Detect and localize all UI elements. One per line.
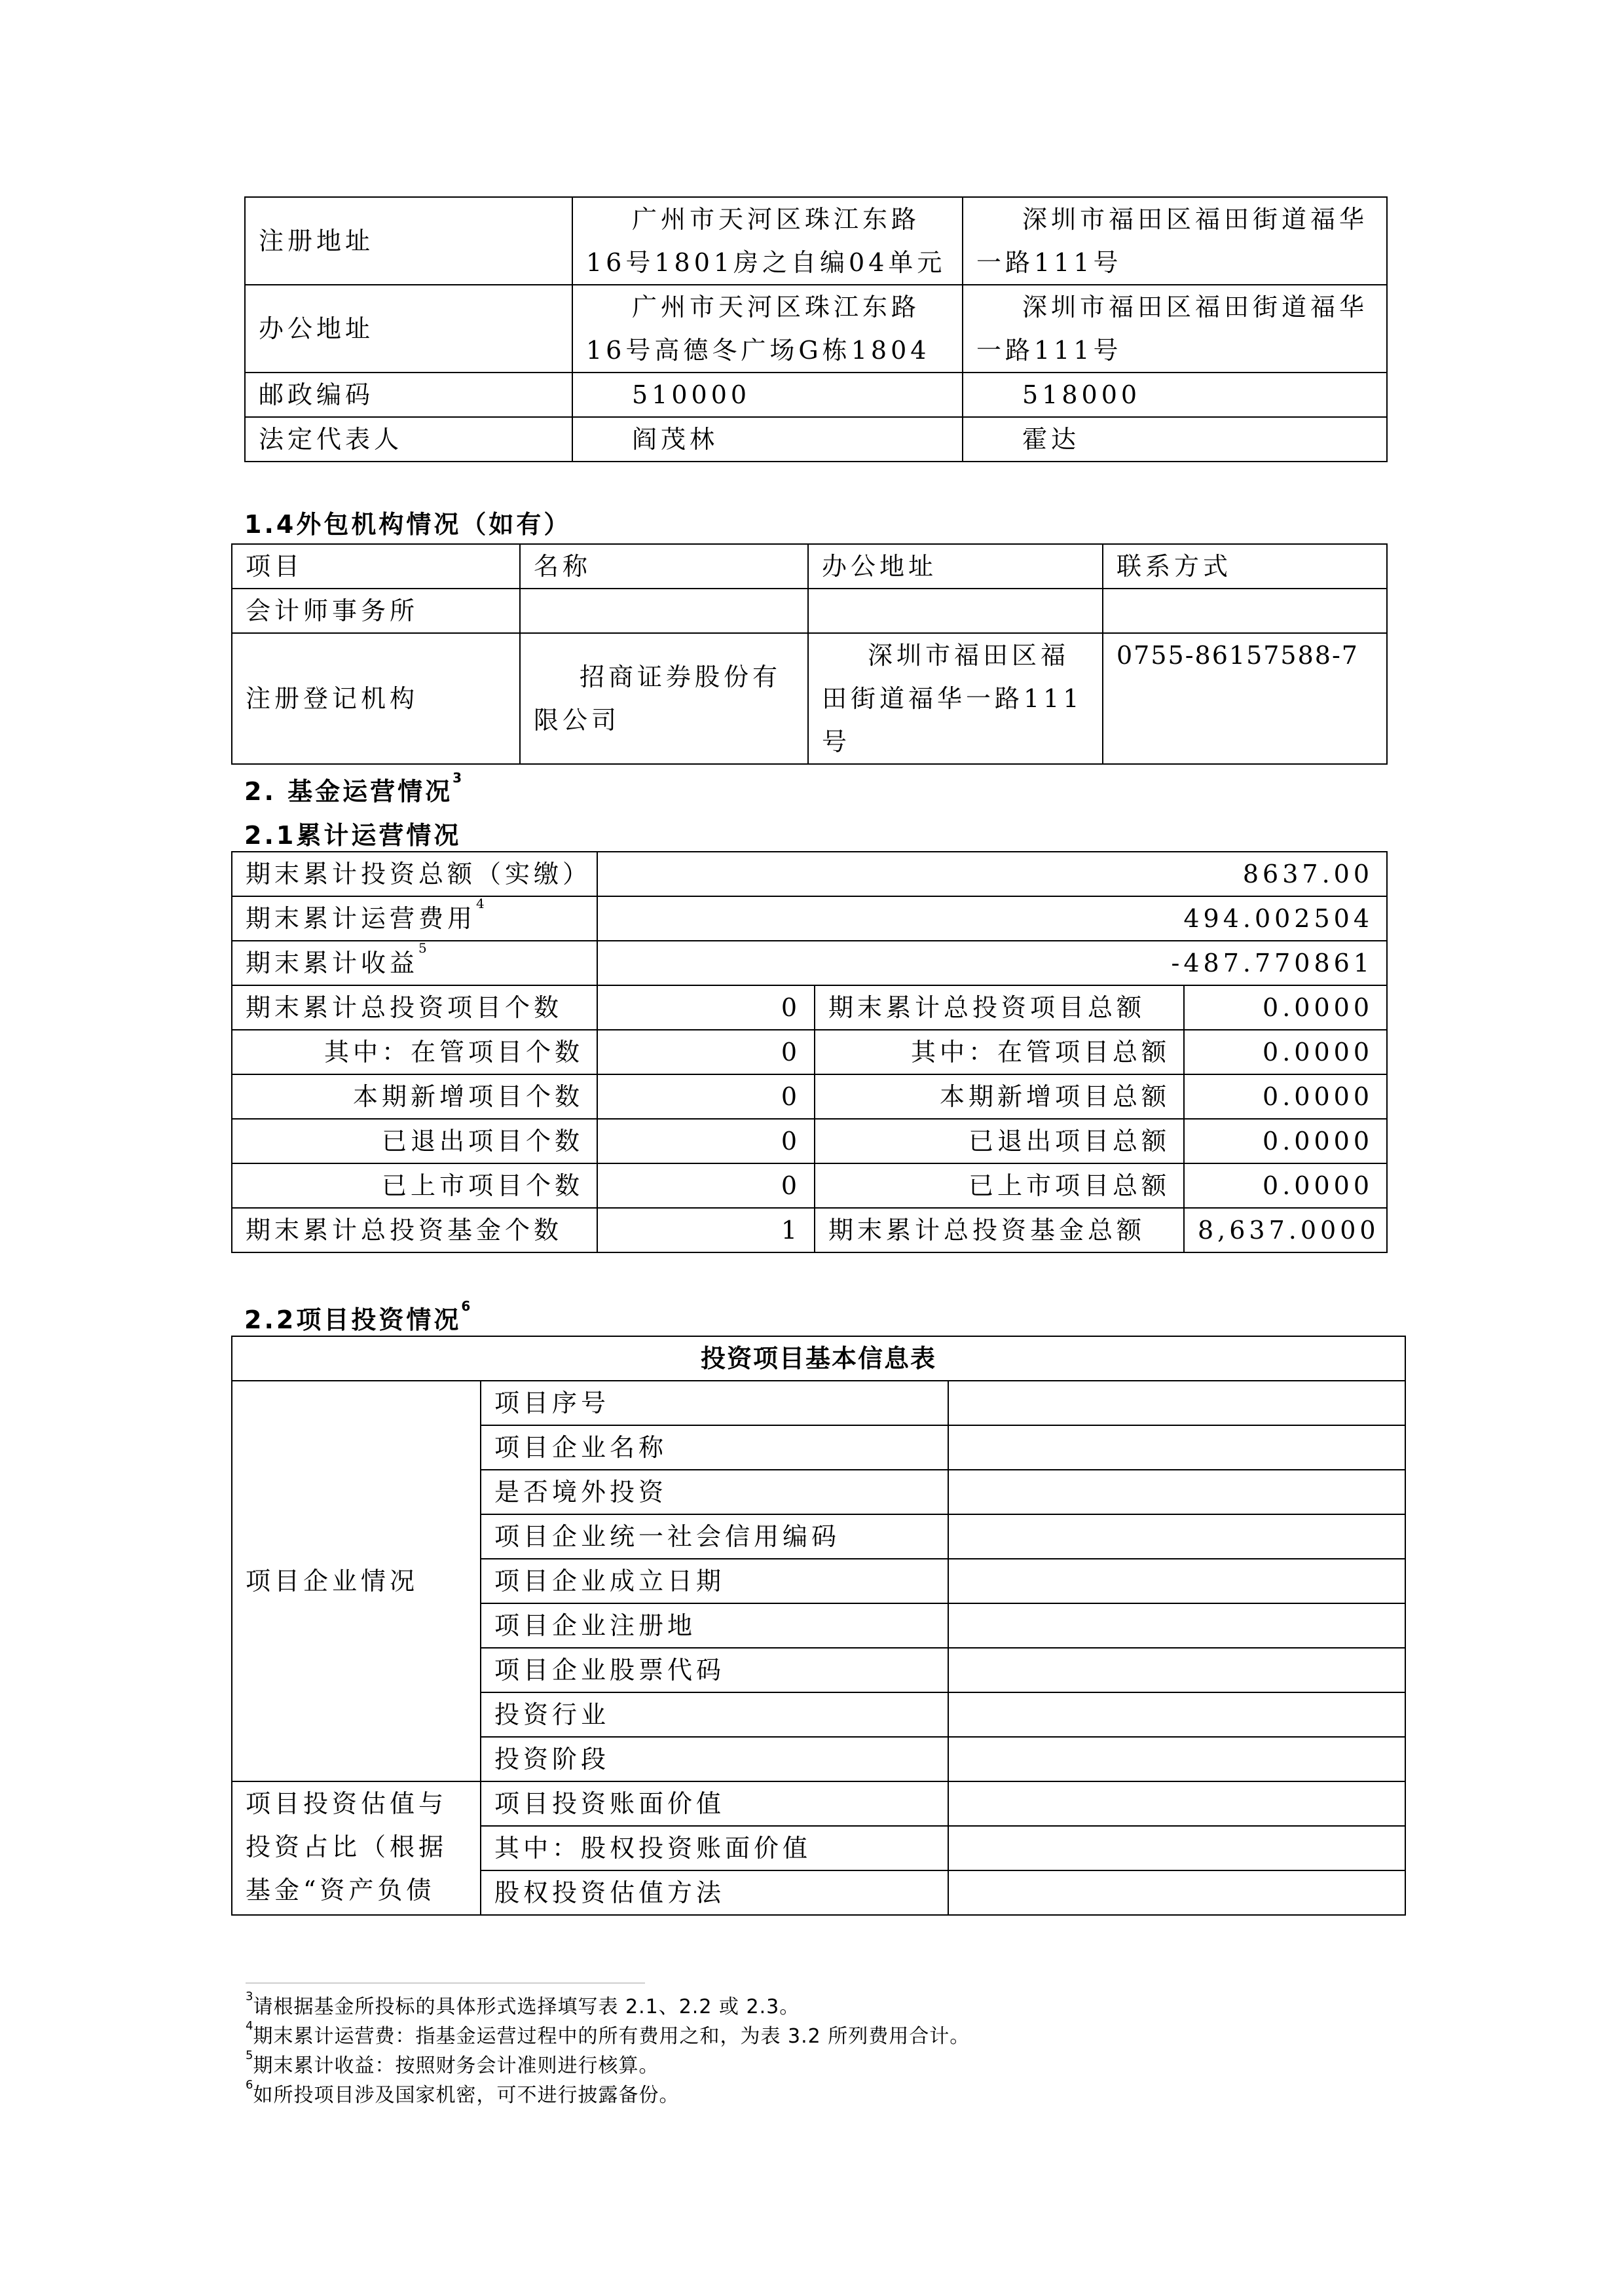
column-header: 联系方式 [1103,544,1387,589]
table-header-row [232,544,1387,589]
cumulative-operation-table [231,851,1388,1253]
section-heading-1-4: 1.4外包机构情况（如有） [244,510,572,539]
table-row [245,285,1387,373]
row-label: 其中：在管项目总额 [815,1030,1184,1074]
row-label: 已退出项目总额 [815,1119,1184,1163]
table-row [232,1074,1387,1119]
table-row [232,633,1387,764]
row-label: 本期新增项目总额 [815,1074,1184,1119]
group-label: 项目企业情况 [232,1381,481,1781]
row-label-text: 期末累计收益 [246,949,419,977]
cell-value: 深圳市福田区福田街道福华一路111号 [963,285,1387,373]
section-heading-2-2-text: 2.2项目投资情况 [244,1305,462,1334]
item-value [948,1559,1405,1603]
table-cell [520,589,808,633]
table-title: 投资项目基本信息表 [232,1336,1405,1381]
cell-value: 518000 [963,373,1387,417]
column-header: 项目 [232,544,520,589]
cell-value: 8637.00 [597,852,1387,896]
table-row [232,1381,1405,1425]
footnote-number: 3 [246,1990,253,2003]
cell-value: 阎茂林 [572,417,963,462]
cell-value: 0.0000 [1184,985,1387,1030]
table-row [232,1781,1405,1826]
cell-value: 0.0000 [1184,1119,1387,1163]
table-cell: 0755-86157588-7 [1103,633,1387,764]
footnote [246,1990,800,2019]
cell-value: 广州市天河区珠江东路16号高德冬广场G栋1804 [572,285,963,373]
item-label: 投资行业 [481,1692,948,1737]
footnote-text: 期末累计收益：按照财务会计准则进行核算。 [253,2054,659,2077]
table-row [232,896,1387,941]
item-value [948,1826,1405,1870]
table-cell [1103,589,1387,633]
item-value [948,1425,1405,1470]
table-row [232,1119,1387,1163]
item-value [948,1737,1405,1781]
table-cell [808,589,1103,633]
item-label: 其中：股权投资账面价值 [481,1826,948,1870]
row-label: 邮政编码 [245,373,572,417]
project-info-table [231,1336,1406,1916]
column-header: 名称 [520,544,808,589]
section-heading-2 [244,771,462,807]
item-value [948,1692,1405,1737]
footnote-number: 4 [246,2019,253,2033]
table-row [232,1208,1387,1252]
footnote-ref: 6 [461,1298,471,1314]
group-label: 项目投资估值与投资占比（根据基金“资产负债 [232,1781,481,1915]
cell-value: 0 [597,985,815,1030]
row-label: 已退出项目个数 [232,1119,597,1163]
item-label: 项目企业股票代码 [481,1648,948,1692]
section-heading-2-1: 2.1累计运营情况 [244,821,462,850]
item-value [948,1470,1405,1514]
row-label [232,896,597,941]
footnote-text: 请根据基金所投标的具体形式选择填写表 2.1、2.2 或 2.3。 [253,1995,800,2018]
item-label: 项目企业统一社会信用编码 [481,1514,948,1559]
footnote-text: 期末累计运营费：指基金运营过程中的所有费用之和，为表 3.2 所列费用合计。 [253,2025,970,2048]
cell-value: 广州市天河区珠江东路16号1801房之自编04单元 [572,197,963,285]
footnote-ref: 3 [452,770,462,786]
footnote-divider [246,1982,645,1984]
row-label: 办公地址 [245,285,572,373]
item-value [948,1781,1405,1826]
outsourcing-table [231,543,1388,765]
row-label [232,941,597,985]
footnote-ref: 5 [418,941,427,956]
cell-value: 494.002504 [597,896,1387,941]
item-label: 项目企业名称 [481,1425,948,1470]
row-label: 会计师事务所 [232,589,520,633]
cell-value: 0 [597,1030,815,1074]
footnote [246,2079,679,2107]
footnote-number: 5 [246,2049,253,2062]
footnote [246,2020,970,2049]
cell-value: 深圳市福田区福田街道福华一路111号 [963,197,1387,285]
cell-value: 0 [597,1074,815,1119]
footnote-ref: 4 [476,896,485,911]
table-row [245,417,1387,462]
table-row [232,589,1387,633]
row-label: 已上市项目个数 [232,1163,597,1208]
cell-value: 8,637.0000 [1184,1208,1387,1252]
row-label: 其中：在管项目个数 [232,1030,597,1074]
item-value [948,1381,1405,1425]
row-label: 已上市项目总额 [815,1163,1184,1208]
row-label-text: 期末累计运营费用 [246,904,477,933]
footnote [246,2049,659,2078]
row-label: 注册地址 [245,197,572,285]
row-label [232,852,597,896]
table-row [245,373,1387,417]
row-label: 法定代表人 [245,417,572,462]
row-label-text: 期末累计投资总额（实缴） [246,860,592,888]
row-label: 期末累计总投资项目个数 [232,985,597,1030]
row-label: 期末累计总投资基金总额 [815,1208,1184,1252]
item-label: 项目序号 [481,1381,948,1425]
item-label: 是否境外投资 [481,1470,948,1514]
table-cell: 深圳市福田区福田街道福华一路111号 [808,633,1103,764]
cell-value: -487.770861 [597,941,1387,985]
row-label: 本期新增项目个数 [232,1074,597,1119]
section-heading-2-2 [244,1300,470,1336]
cell-value: 0 [597,1119,815,1163]
table-row [232,852,1387,896]
item-value [948,1514,1405,1559]
item-label: 项目投资账面价值 [481,1781,948,1826]
manager-info-table [244,196,1388,462]
table-cell: 招商证券股份有限公司 [520,633,808,764]
row-label: 期末累计总投资项目总额 [815,985,1184,1030]
cell-value: 0.0000 [1184,1163,1387,1208]
item-label: 项目企业成立日期 [481,1559,948,1603]
table-row [232,1163,1387,1208]
row-label: 期末累计总投资基金个数 [232,1208,597,1252]
item-value [948,1648,1405,1692]
table-row [232,985,1387,1030]
table-row [245,197,1387,285]
cell-value: 0 [597,1163,815,1208]
footnote-text: 如所投项目涉及国家机密，可不进行披露备份。 [253,2084,680,2107]
section-heading-2-text: 2. 基金运营情况 [244,777,453,806]
table-row [232,941,1387,985]
cell-value: 0.0000 [1184,1030,1387,1074]
cell-value: 0.0000 [1184,1074,1387,1119]
item-value [948,1603,1405,1648]
column-header: 办公地址 [808,544,1103,589]
cell-value: 霍达 [963,417,1387,462]
footnote-number: 6 [246,2078,253,2092]
item-label: 股权投资估值方法 [481,1870,948,1915]
cell-value: 510000 [572,373,963,417]
cell-value: 1 [597,1208,815,1252]
table-row [232,1030,1387,1074]
row-label: 注册登记机构 [232,633,520,764]
item-label: 项目企业注册地 [481,1603,948,1648]
table-title-row [232,1336,1405,1381]
item-label: 投资阶段 [481,1737,948,1781]
item-value [948,1870,1405,1915]
